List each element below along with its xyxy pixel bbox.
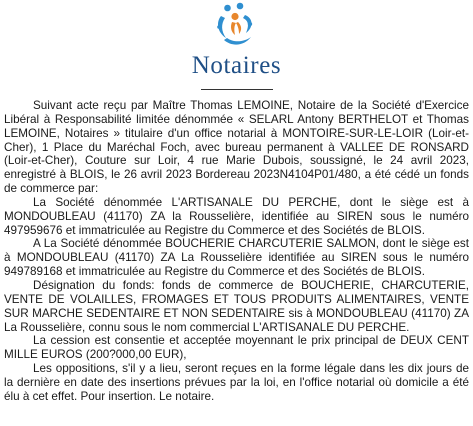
notice-paragraph-designation: Désignation du fonds: fonds de commerce de BOUCHERIE, CHARCUTERIE, VENTE DE VOLAILLES, FROMAGES ET TOUS PRODUITS ALIMENTAIRES, VENTE SUR MARCHE SEDENTAIRE ET NON SEDENTAIRE sis à MONDOUBLEAU (41170) ZA La Rousselière, connu sous le nom commercial L'ARTISANALE DU PERCHE. bbox=[4, 278, 469, 334]
notice-paragraph-oppositions: Les oppositions, s'il y a lieu, seront reçues en la forme légale dans les dix jours de la dernière en date des insertions prévues par la loi, en l'office notarial où domicile a été élu à cet effet. Pour insertion. Le notaire. bbox=[4, 362, 469, 403]
logo-divider bbox=[201, 89, 273, 90]
logo-wordmark: Notaires bbox=[191, 52, 282, 79]
notaires-emblem-icon bbox=[0, 0, 473, 60]
notice-paragraph-price: La cession est consentie et acceptée moyennant le prix principal de DEUX CENT MILLE EUROS (200?000,00 EUR), bbox=[4, 334, 469, 362]
notice-paragraph-seller: La Société dénommée L'ARTISANALE DU PERCHE, dont le siège est à MONDOUBLEAU (41170) ZA la Rousselière, identifiée au SIREN sous le numéro 497959676 et immatriculée au Registre du Commerce et des Sociétés de BLOIS. bbox=[4, 195, 469, 237]
notice-paragraph-deed: Suivant acte reçu par Maître Thomas LEMOINE, Notaire de la Société d'Exercice Libéral à Responsabilité limitée dénommée « SELARL Antony BERTHELOT et Thomas LEMOINE, Notaires » titulaire d'un office notarial à MONTOIRE-SUR-LE-LOIR (Loir-et-Cher), 1 Place du Maréchal Foch, avec bureau permanent à VALLEE DE RONSARD (Loir-et-Cher), Couture sur Loir, 4 rue Marie Dubois, soussigné, le 24 avril 2023, enregistré à BLOIS, le 26 avril 2023 Bordereau 2023N4104P01/480, a été cédé un fonds de commerce par: bbox=[4, 99, 469, 196]
notaires-logo bbox=[0, 0, 473, 96]
notice-paragraph-buyer: A La Société dénommée BOUCHERIE CHARCUTERIE SALMON, dont le siège est à MONDOUBLEAU (41170) ZA La Rousselière identifiée au SIREN sous le numéro 949789168 et immatriculée au Registre du Commerce et des Sociétés de BLOIS. bbox=[4, 237, 469, 279]
legal-notice bbox=[4, 99, 469, 404]
